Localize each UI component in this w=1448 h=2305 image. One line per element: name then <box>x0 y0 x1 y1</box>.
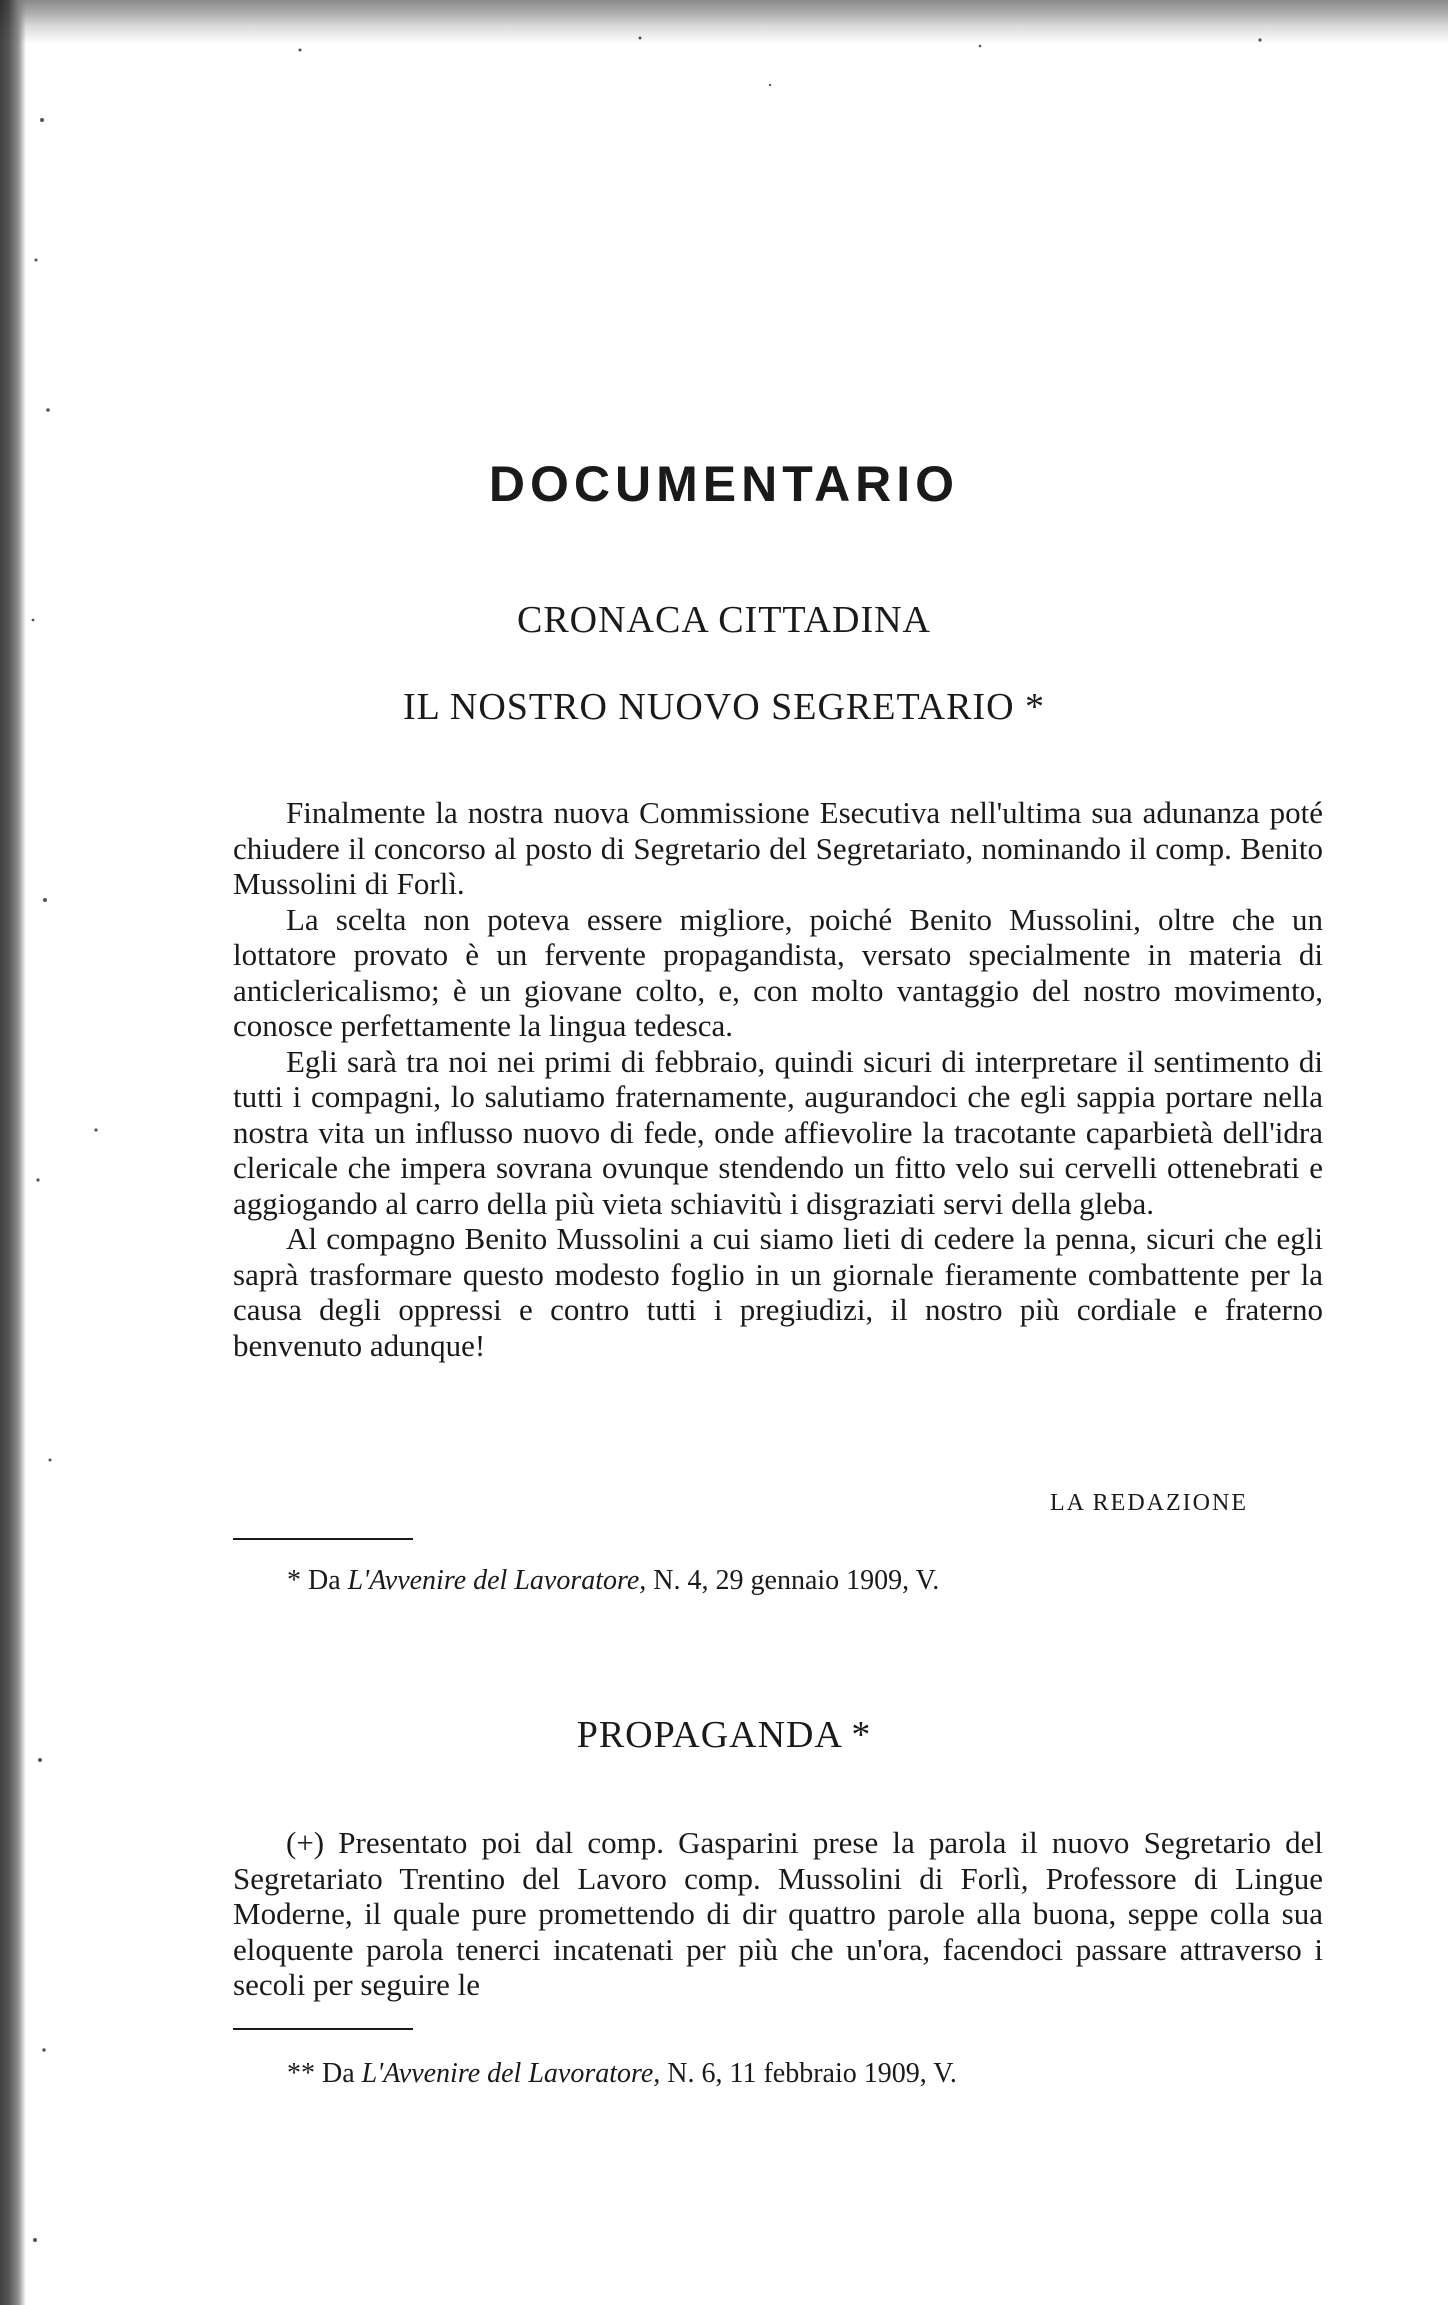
document-title: DOCUMENTARIO <box>488 456 960 512</box>
footnote-marker: * Da <box>287 1565 348 1596</box>
footnote <box>287 2058 957 2090</box>
scan-edge-top <box>0 0 1448 44</box>
footnote-divider <box>233 2028 413 2030</box>
signature: LA REDAZIONE <box>1050 1490 1248 1516</box>
section-heading-cronaca: CRONACA CITTADINA <box>516 599 931 641</box>
footnote-detail: N. 6, 11 febbraio 1909, V. <box>660 2058 957 2089</box>
article-body-propaganda <box>233 1825 1323 2003</box>
footnote-source: L'Avvenire del Lavoratore, <box>361 2058 661 2089</box>
paragraph: Finalmente la nostra nuova Commissione Esecutiva nell'ultima sua adunanza poté chiudere il concorso al posto di Segretario del Segretariato, nominando il comp. Benito Mussolini di Forlì. <box>233 795 1323 901</box>
footnote <box>287 1565 939 1597</box>
scan-edge-left <box>0 0 26 2305</box>
footnote-marker: ** Da <box>287 2058 362 2089</box>
article-title-propaganda: PROPAGANDA * <box>576 1714 872 1756</box>
article-body-segretario <box>233 795 1323 1363</box>
paragraph: Egli sarà tra noi nei primi di febbraio, quindi sicuri di interpretare il sentimento di tutti i compagni, lo salutiamo fraternamente, augurandoci che egli sappia portare nella nostra vita un influsso nuovo di fede, onde affievolire la tracotante caparbietà dell'idra clericale che impera sovrana ovunque stendendo un fitto velo sui cervelli ottenebrati e aggiogando al carro della più vieta schiavitù i disgraziati servi della gleba. <box>233 1043 1323 1221</box>
paragraph: Al compagno Benito Mussolini a cui siamo lieti di cedere la penna, sicuri che egli saprà trasformare questo modesto foglio in un giornale fieramente combattente per la causa degli oppressi e contro tutti i pregiudizi, il nostro più cordiale e fraterno benvenuto adunque! <box>233 1221 1323 1363</box>
footnote-detail: N. 4, 29 gennaio 1909, V. <box>646 1565 940 1596</box>
footnote-divider <box>233 1538 413 1540</box>
article-title-segretario: IL NOSTRO NUOVO SEGRETARIO * <box>402 686 1046 728</box>
paragraph: La scelta non poteva essere migliore, poiché Benito Mussolini, oltre che un lottatore provato è un fervente propagandista, versato specialmente in materia di anticlericalismo; è un giovane colto, e, con molto vantaggio del nostro movimento, conosce perfettamente la lingua tedesca. <box>233 901 1323 1043</box>
footnote-source: L'Avvenire del Lavoratore, <box>347 1565 647 1596</box>
paragraph: (+) Presentato poi dal comp. Gasparini prese la parola il nuovo Segretario del Segretariato Trentino del Lavoro comp. Mussolini di Forlì, Professore di Lingue Moderne, il quale pure promettendo di dir quattro parole alla buona, seppe colla sua eloquente parola tenerci incatenati per più che un'ora, facendoci passare attraverso i secoli per seguire le <box>233 1825 1323 2002</box>
